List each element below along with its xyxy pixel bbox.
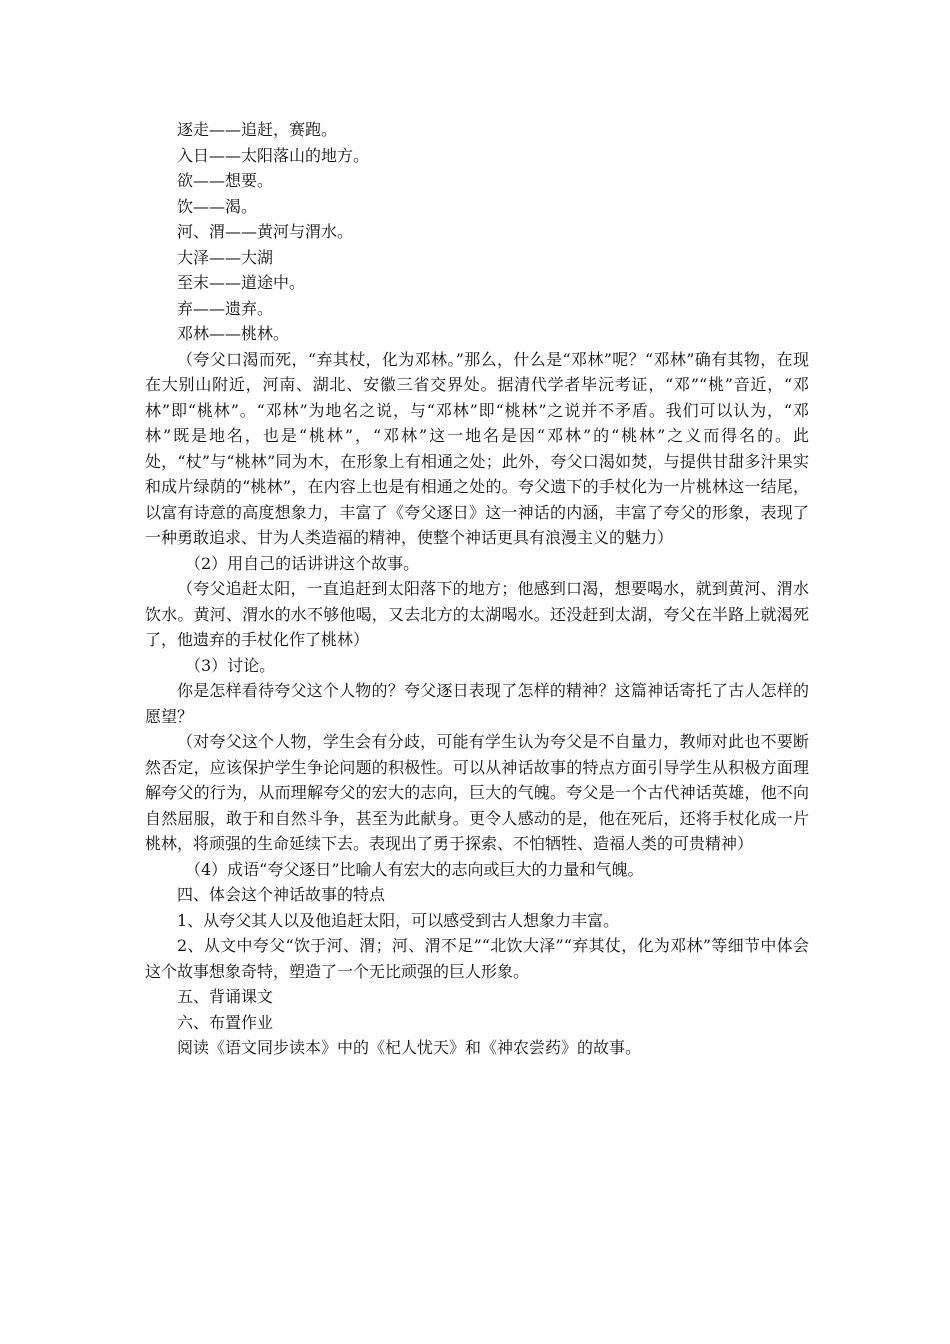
task3-question: 你是怎样看待夸父这个人物的？夸父逐日表现了怎样的精神？这篇神话寄托了古人怎样的愿望？ bbox=[145, 681, 809, 726]
glossary-item: 欲——想要。 bbox=[177, 171, 274, 190]
glossary-item: 至末——道途中。 bbox=[177, 273, 306, 292]
glossary-item: 邓林——桃林。 bbox=[177, 324, 290, 343]
task3-title: （3）讨论。 bbox=[185, 655, 276, 675]
glossary-item: 逐走——追赶，赛跑。 bbox=[177, 120, 338, 139]
glossary-item: 饮——渴。 bbox=[177, 196, 258, 216]
denglin-note: （夸父口渴而死，“弃其杖，化为邓林。”那么，什么是“邓林”呢？“邓林”确有其物，在现在大别山附近，河南、湖北、安徽三省交界处。据清代学者毕沅考证，“邓”“桃”音近，“邓林”即“桃林”。“邓林”为地名之说，与“邓林”即“桃林”之说并不矛盾。我们可以认为，“邓林”既是地名，也是“桃林”，“邓林”这一地名是因“邓林”的“桃林”之义而得名的。此处，“杖”与“桃林”同为木，在形象上有相通之处；此外，夸父口渴如焚，与提供甘甜多汁果实和成片绿荫的“桃林”，在内容上也是有相通之处的。夸父遗下的手杖化为一片桃林这一结尾，以富有诗意的高度想象力，丰富了《夸父逐日》这一神话的内涵，丰富了夸父的形象，表现了一种勇敢追求、甘为人类造福的精神，使整个神话更具有浪漫主义的魅力） bbox=[145, 349, 809, 547]
glossary-item: 弃——遗弃。 bbox=[177, 298, 274, 318]
task3-answer: （对夸父这个人物，学生会有分歧，可能有学生认为夸父是不自量力，教师对此也不要断然否定，应该保护学生争论问题的积极性。可以从神话故事的特点方面引导学生从积极方面理解夸父的行为，从而理解夸父的宏大的志向，巨大的气魄。夸父是一个古代神话英雄，他不向自然屈服，敢于和自然斗争，甚至为此献身。更令人感动的是，他在死后，还将手杖化成一片桃林，将顽强的生命延续下去。表现出了勇于探索、不怕牺牲、造福人类的可贵精神） bbox=[145, 732, 809, 853]
homework-text: 阅读《语文同步读本》中的《杞人忧天》和《神农尝药》的故事。 bbox=[177, 1038, 642, 1057]
glossary-item: 河、渭——黄河与渭水。 bbox=[177, 222, 354, 241]
task4-text: （4）成语“夸父逐日”比喻人有宏大的志向或巨大的力量和气魄。 bbox=[185, 859, 644, 879]
task2-answer: （夸父追赶太阳，一直追赶到太阳落下的地方；他感到口渴，想要喝水，就到黄河、渭水饮水。黄河、渭水的水不够他喝，又去北方的太湖喝水。还没赶到太湖，夸父在半路上就渴死了，他遗弃的手杖化作了桃林） bbox=[145, 579, 809, 649]
glossary-item: 入日——太阳落山的地方。 bbox=[177, 145, 370, 165]
section4-point2: 2、从文中夸父“饮于河、渭；河、渭不足”“北饮大泽”“弃其仗，化为邓林”等细节中体会这个故事想象奇特，塑造了一个无比顽强的巨人形象。 bbox=[145, 936, 809, 981]
section4-point1: 1、从夸父其人以及他追赶太阳，可以感受到古人想象力丰富。 bbox=[177, 910, 620, 930]
document-body bbox=[145, 117, 809, 1061]
task2-title: （2）用自己的话讲讲这个故事。 bbox=[185, 553, 420, 573]
section5-title: 五、背诵课文 bbox=[177, 987, 274, 1006]
section6-title: 六、布置作业 bbox=[177, 1012, 274, 1032]
glossary-item: 大泽——大湖 bbox=[177, 247, 274, 267]
section4-title: 四、体会这个神话故事的特点 bbox=[177, 885, 386, 904]
